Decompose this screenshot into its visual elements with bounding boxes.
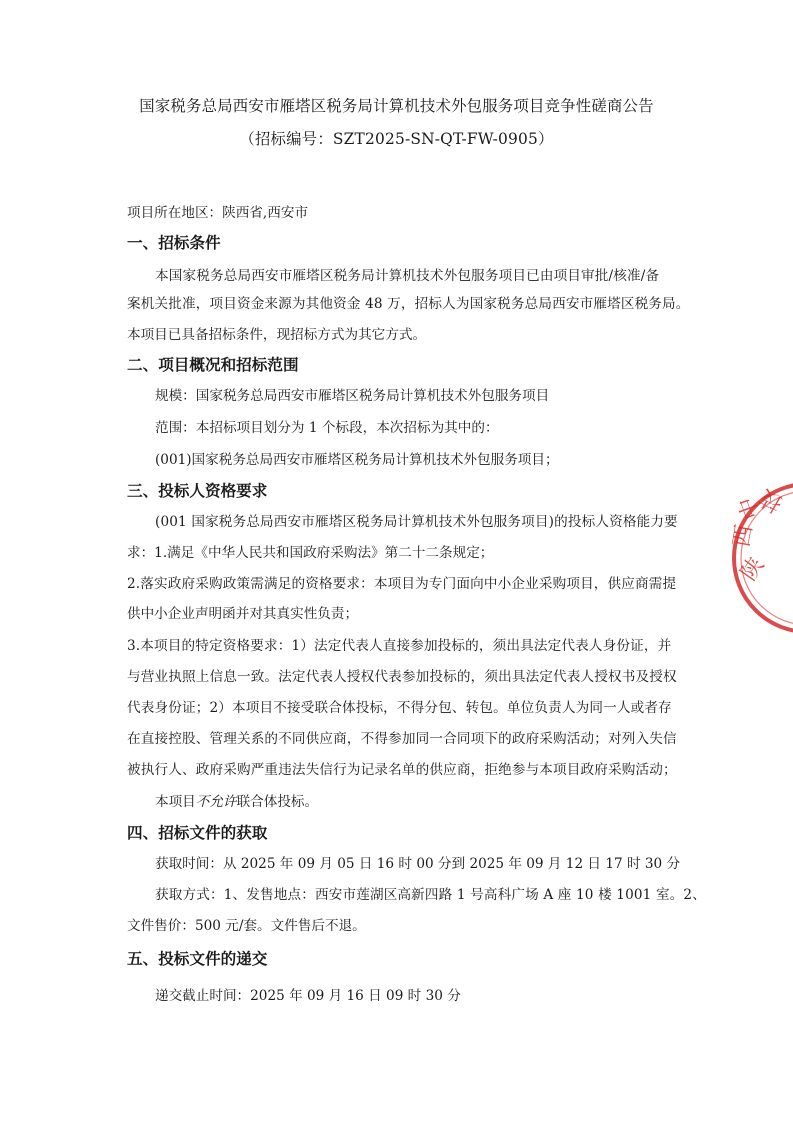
paragraph-line: (001)国家税务总局西安市雁塔区税务局计算机技术外包服务项目； xyxy=(155,452,559,468)
section-heading-project-overview: 二、项目概况和招标范围 xyxy=(127,356,299,374)
consortium-emphasis: 不允许 xyxy=(195,794,237,810)
paragraph-line: (001 国家税务总局西安市雁塔区税务局计算机技术外包服务项目)的投标人资格能力要 xyxy=(155,514,678,530)
paragraph-line: 规模：国家税务总局西安市雁塔区税务局计算机技术外包服务项目 xyxy=(155,388,550,404)
paragraph-line: 范围：本招标项目划分为 1 个标段，本次招标为其中的： xyxy=(155,420,499,436)
company-seal xyxy=(728,478,793,638)
section-heading-document-acquisition: 四、招标文件的获取 xyxy=(127,824,268,842)
document-title: 国家税务总局西安市雁塔区税务局计算机技术外包服务项目竞争性磋商公告 xyxy=(139,97,654,115)
paragraph-line: 被执行人、政府采购严重违法失信行为记录名单的供应商，拒绝参与本项目政府采购活动； xyxy=(127,762,677,778)
paragraph-line: 本国家税务总局西安市雁塔区税务局计算机技术外包服务项目已由项目审批/核准/备 xyxy=(155,268,660,284)
paragraph-line: 获取时间：从 2025 年 09 月 05 日 16 时 00 分到 2025 年 09 月 12 日 17 时 30 分 xyxy=(155,856,681,872)
section-heading-bidding-conditions: 一、招标条件 xyxy=(127,234,221,252)
section-heading-bid-submission: 五、投标文件的递交 xyxy=(127,950,268,968)
paragraph-line: 在直接控股、管理关系的不同供应商，不得参加同一合同项下的政府采购活动；对列入失信 xyxy=(127,731,677,747)
paragraph-line: 获取方式：1、发售地点：西安市莲湖区高新四路 1 号高科广场 A 座 10 楼 1001 室。2、 xyxy=(155,887,706,903)
paragraph-line: 2.落实政府采购政策需满足的资格要求：本项目为专门面向中小企业采购项目，供应商需提 xyxy=(127,576,677,592)
paragraph-line: 递交截止时间：2025 年 09 月 16 日 09 时 30 分 xyxy=(155,988,461,1004)
paragraph-line: 3.本项目的特定资格要求：1）法定代表人直接参加投标的，须出具法定代表人身份证，并 xyxy=(127,638,672,654)
consortium-statement xyxy=(155,792,318,812)
paragraph-line: 案机关批准，项目资金来源为其他资金 48 万，招标人为国家税务总局西安市雁塔区税务局。 xyxy=(127,296,690,312)
seal-char: 技 xyxy=(755,483,787,517)
paragraph-line: 供中小企业声明函并对其真实性负责； xyxy=(127,606,359,622)
project-region: 项目所在地区：陕西省,西安市 xyxy=(127,205,309,221)
paragraph-line: 本项目已具备招标条件，现招标方式为其它方式。 xyxy=(127,327,427,343)
bid-number: （招标编号：SZT2025-SN-QT-FW-0905） xyxy=(239,130,554,148)
paragraph-line: 与营业执照上信息一致。法定代表人授权代表参加投标的，须出具法定代表人授权书及授权 xyxy=(127,669,677,685)
section-heading-bidder-qualifications: 三、投标人资格要求 xyxy=(127,482,268,500)
paragraph-line: 代表身份证；2）本项目不接受联合体投标，不得分包、转包。单位负责人为同一人或者存 xyxy=(127,700,672,716)
consortium-suffix: 联合体投标。 xyxy=(236,794,319,810)
consortium-prefix: 本项目 xyxy=(155,794,196,810)
seal-char: 中 xyxy=(734,493,766,523)
paragraph-line: 文件售价：500 元/套。文件售后不退。 xyxy=(127,918,366,934)
seal-char: 西 xyxy=(729,523,758,550)
seal-char: 陕 xyxy=(736,553,770,586)
paragraph-line: 求：1.满足《中华人民共和国政府采购法》第二十二条规定； xyxy=(127,545,494,561)
